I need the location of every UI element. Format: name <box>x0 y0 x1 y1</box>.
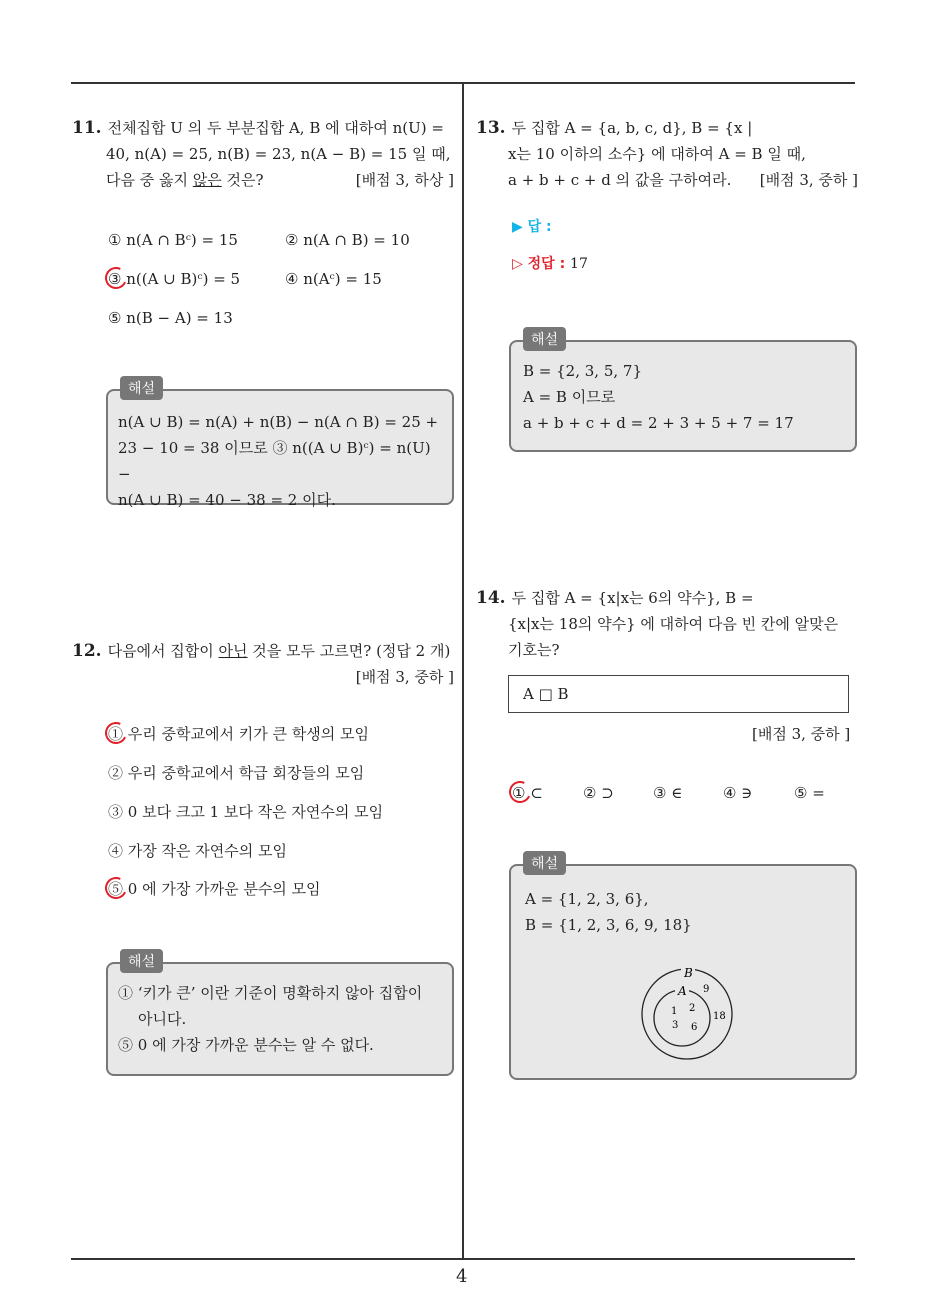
q13-line1: 13. 두 집합 A = {a, b, c, d}, B = {x | <box>476 118 753 138</box>
bottom-rule <box>71 1258 855 1260</box>
venn-element: 1 <box>671 1006 678 1017</box>
q13-number: 13. <box>476 118 506 138</box>
q11-solution-box <box>106 389 454 509</box>
q11-option-2[interactable]: ② n(A ∩ B) = 10 <box>285 231 410 249</box>
q14-line2: {x|x는 18의 약수} 에 대하여 다음 빈 칸에 알맞은 <box>508 615 839 633</box>
q12-option-4[interactable]: ④ 가장 작은 자연수의 모임 <box>108 842 287 860</box>
question-12 <box>72 638 454 690</box>
q11-option-3[interactable]: ③ n((A ∪ B)ᶜ) = 5 <box>108 270 241 288</box>
venn-element: 6 <box>691 1022 698 1033</box>
venn-element: 9 <box>703 984 710 995</box>
page-number: 4 <box>456 1266 468 1287</box>
q14-option-3[interactable]: ③ ∈ <box>653 784 683 802</box>
q11-line3: 다음 중 옳지 않은 것은? [배점 3, 하상 ] <box>72 167 454 193</box>
q13-correct-value: 17 <box>570 256 588 272</box>
venn-inner-set <box>654 990 710 1046</box>
q11-solution-tag: 해설 <box>120 376 163 400</box>
q13-correct-label: ▷ 정답 : 17 <box>512 256 588 272</box>
venn-inner-label: A <box>678 984 687 998</box>
column-divider <box>462 82 464 1260</box>
q12-solution-box <box>106 962 454 1076</box>
q11-option-5[interactable]: ⑤ n(B − A) = 13 <box>108 309 233 327</box>
question-13 <box>476 115 858 193</box>
venn-element: 18 <box>713 1011 726 1022</box>
q13-line3: a + b + c + d 의 값을 구하여라. [배점 3, 중하 ] <box>476 167 858 193</box>
question-14 <box>476 585 858 663</box>
q14-option-5[interactable]: ⑤ = <box>794 784 825 802</box>
q14-solution-tag: 해설 <box>523 851 566 875</box>
q12-option-2[interactable]: ② 우리 중학교에서 학급 회장들의 모임 <box>108 764 365 782</box>
q11-number: 11. <box>72 118 102 138</box>
q14-expression-box <box>508 675 849 713</box>
q13-solution-text: B = {2, 3, 5, 7} A = B 이므로 a + b + c + d = 2 + 3 + 5 + 7 = 17 <box>523 362 794 432</box>
venn-outer-label: B <box>684 966 693 980</box>
q13-solution-box <box>509 340 857 452</box>
question-11 <box>72 115 454 193</box>
q13-answer-label: ▶ 답 : <box>512 219 552 235</box>
q12-line1: 12. 다음에서 집합이 아닌 것을 모두 고르면? (정답 2 개) <box>72 641 451 661</box>
q12-solution-tag: 해설 <box>120 949 163 973</box>
q11-option-1[interactable]: ① n(A ∩ Bᶜ) = 15 <box>108 231 238 249</box>
q14-solution-box <box>509 864 857 1080</box>
q12-option-5[interactable]: ⑤ 0 에 가장 가까운 분수의 모임 <box>108 880 321 898</box>
q12-option-1[interactable]: ① 우리 중학교에서 키가 큰 학생의 모임 <box>108 725 369 743</box>
q11-option-4[interactable]: ④ n(Aᶜ) = 15 <box>285 270 382 288</box>
q13-line2: x는 10 이하의 소수} 에 대하여 A = B 일 때, <box>508 145 806 163</box>
q12-points: [배점 3, 중하 ] <box>355 668 454 686</box>
q11-line1: 11. 전체집합 U 의 두 부분집합 A, B 에 대하여 n(U) = <box>72 118 444 138</box>
q12-number: 12. <box>72 641 102 661</box>
q14-option-1[interactable]: ① ⊂ <box>512 784 543 802</box>
q12-solution-text: ① ‘키가 큰’ 이란 기준이 명확하지 않아 집합이 아니다. ⑤ 0 에 가장 가까운 분수는 알 수 없다. <box>118 984 423 1054</box>
venn-element: 3 <box>672 1020 679 1031</box>
q11-line2: 40, n(A) = 25, n(B) = 23, n(A − B) = 15 일 때, <box>106 145 451 163</box>
q14-option-4[interactable]: ④ ∋ <box>723 784 753 802</box>
q13-points: [배점 3, 중하 ] <box>759 171 858 189</box>
q14-line1: 14. 두 집합 A = {x|x는 6의 약수}, B = <box>476 588 754 608</box>
q11-solution-text: n(A ∪ B) = n(A) + n(B) − n(A ∩ B) = 25 + 23 − 10 = 38 이므로 ③ n((A ∪ B)ᶜ) = n(U) − n(A ∪ B) = 40 − 38 = 2 이다. <box>118 413 439 509</box>
q13-solution-tag: 해설 <box>523 327 566 351</box>
q14-expression: A □ B <box>523 685 569 703</box>
venn-diagram <box>627 962 747 1062</box>
q14-solution-text: A = {1, 2, 3, 6}, B = {1, 2, 3, 6, 9, 18} <box>525 890 692 934</box>
q12-option-3[interactable]: ③ 0 보다 크고 1 보다 작은 자연수의 모임 <box>108 803 384 821</box>
q14-number: 14. <box>476 588 506 608</box>
q11-points: [배점 3, 하상 ] <box>355 171 454 189</box>
q14-line3: 기호는? <box>508 641 560 659</box>
venn-element: 2 <box>689 1003 696 1014</box>
q14-points: [배점 3, 중하 ] <box>752 725 851 743</box>
q14-option-2[interactable]: ② ⊃ <box>583 784 614 802</box>
